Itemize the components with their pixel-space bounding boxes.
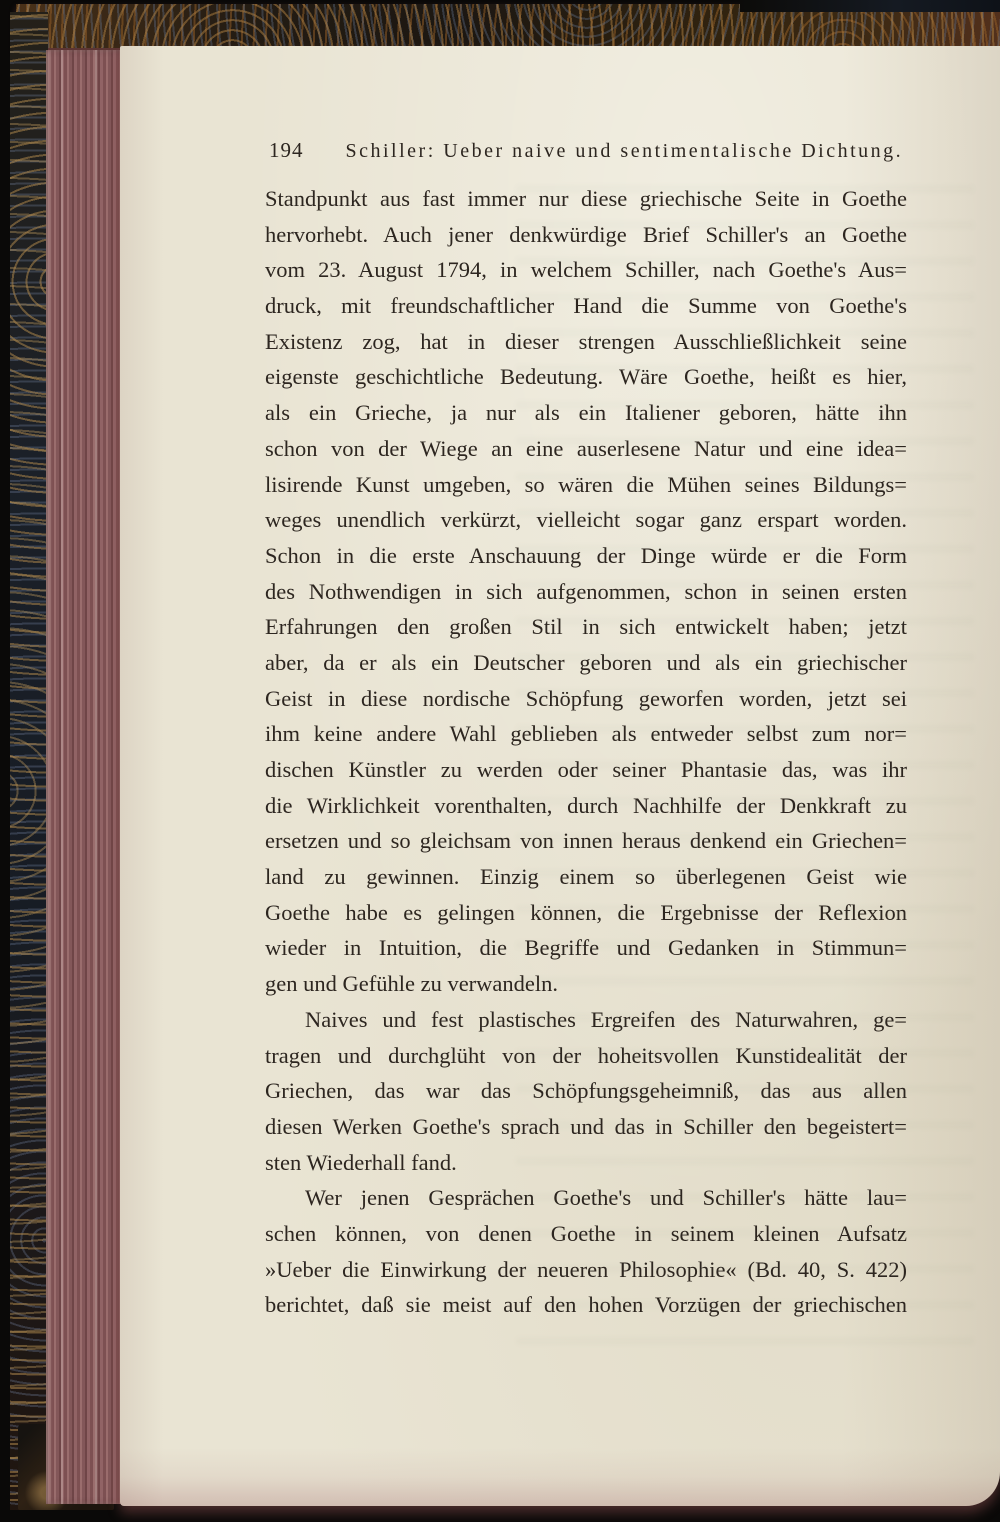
text-line: aber, da er als ein Deutscher geboren und als ein griechischer: [265, 649, 907, 675]
text-line: Naives und fest plastisches Ergreifen des Naturwahren, ge=: [305, 1006, 907, 1032]
text-line: eigenste geschichtliche Bedeutung. Wäre Goethe, heißt es hier,: [265, 364, 907, 390]
text-line: Schon in die erste Anschauung der Dinge würde er die Form: [265, 542, 907, 568]
text-line: Goethe habe es gelingen können, die Ergebnisse der Reflexion: [265, 899, 907, 925]
page-edge-streaks: [46, 50, 124, 1504]
text-line: tragen und durchglüht von der hoheitsvollen Kunstidealität der: [265, 1042, 907, 1068]
text-line: Geist in diese nordische Schöpfung geworfen worden, jetzt sei: [265, 685, 907, 711]
text-line: »Ueber die Einwirkung der neueren Philosophie« (Bd. 40, S. 422): [265, 1256, 907, 1282]
text-line: schon von der Wiege an eine auserlesene Natur und eine idea=: [265, 435, 907, 461]
marbled-spine: [10, 12, 48, 1510]
text-line: Erfahrungen den großen Stil in sich entwickelt haben; jetzt: [265, 614, 907, 640]
text-line: als ein Grieche, ja nur als ein Italiener geboren, hätte ihn: [265, 400, 907, 426]
book-page: [120, 46, 1000, 1506]
body-text: [265, 181, 907, 1323]
text-line: hervorhebt. Auch jener denkwürdige Brief Schiller's an Goethe: [265, 221, 907, 247]
text-line: des Nothwendigen in sich aufgenommen, schon in seinen ersten: [265, 578, 907, 604]
printed-area: [265, 138, 907, 1323]
text-line: Griechen, das war das Schöpfungsgeheimniß, das aus allen: [265, 1078, 907, 1104]
text-line: schen können, von denen Goethe in seinem kleinen Aufsatz: [265, 1220, 907, 1246]
text-line: ersetzen und so gleichsam von innen heraus denkend ein Griechen=: [265, 828, 907, 854]
text-line: die Wirklichkeit vorenthalten, durch Nachhilfe der Denkkraft zu: [265, 792, 907, 818]
running-title: Schiller: Ueber naive und sentimentalische Dichtung.: [345, 140, 904, 162]
text-line: land zu gewinnen. Einzig einem so überlegenen Geist wie: [265, 864, 907, 890]
text-line: Standpunkt aus fast immer nur diese griechische Seite in Goethe: [265, 186, 907, 211]
text-line: sten Wiederhall fand.: [265, 1149, 457, 1175]
page-number: 194: [269, 138, 304, 162]
text-line: berichtet, daß sie meist auf den hohen Vorzügen der griechischen: [265, 1292, 907, 1318]
text-line: diesen Werken Goethe's sprach und das in Schiller den begeistert=: [265, 1113, 907, 1139]
text-line: ihm keine andere Wahl geblieben als entweder selbst zum nor=: [265, 721, 907, 747]
text-line: lisirende Kunst umgeben, so wären die Mühen seines Bildungs=: [265, 471, 907, 497]
text-line: druck, mit freundschaftlicher Hand die Summe von Goethe's: [265, 293, 907, 319]
text-line: weges unendlich verkürzt, vielleicht sogar ganz erspart worden.: [265, 507, 907, 533]
text-line: wieder in Intuition, die Begriffe und Gedanken in Stimmun=: [265, 935, 907, 961]
text-line: dischen Künstler zu werden oder seiner Phantasie das, was ihr: [265, 757, 907, 782]
text-line: Wer jenen Gesprächen Goethe's und Schiller's hätte lau=: [305, 1185, 907, 1211]
text-line: gen und Gefühle zu verwandeln.: [265, 971, 559, 997]
text-line: vom 23. August 1794, in welchem Schiller, nach Goethe's Aus=: [265, 257, 907, 283]
background-shadow: [740, 0, 1000, 12]
running-head: [265, 138, 907, 163]
page-fore-edge: [46, 50, 124, 1504]
text-line: Existenz zog, hat in dieser strengen Ausschließlichkeit seine: [265, 328, 907, 354]
